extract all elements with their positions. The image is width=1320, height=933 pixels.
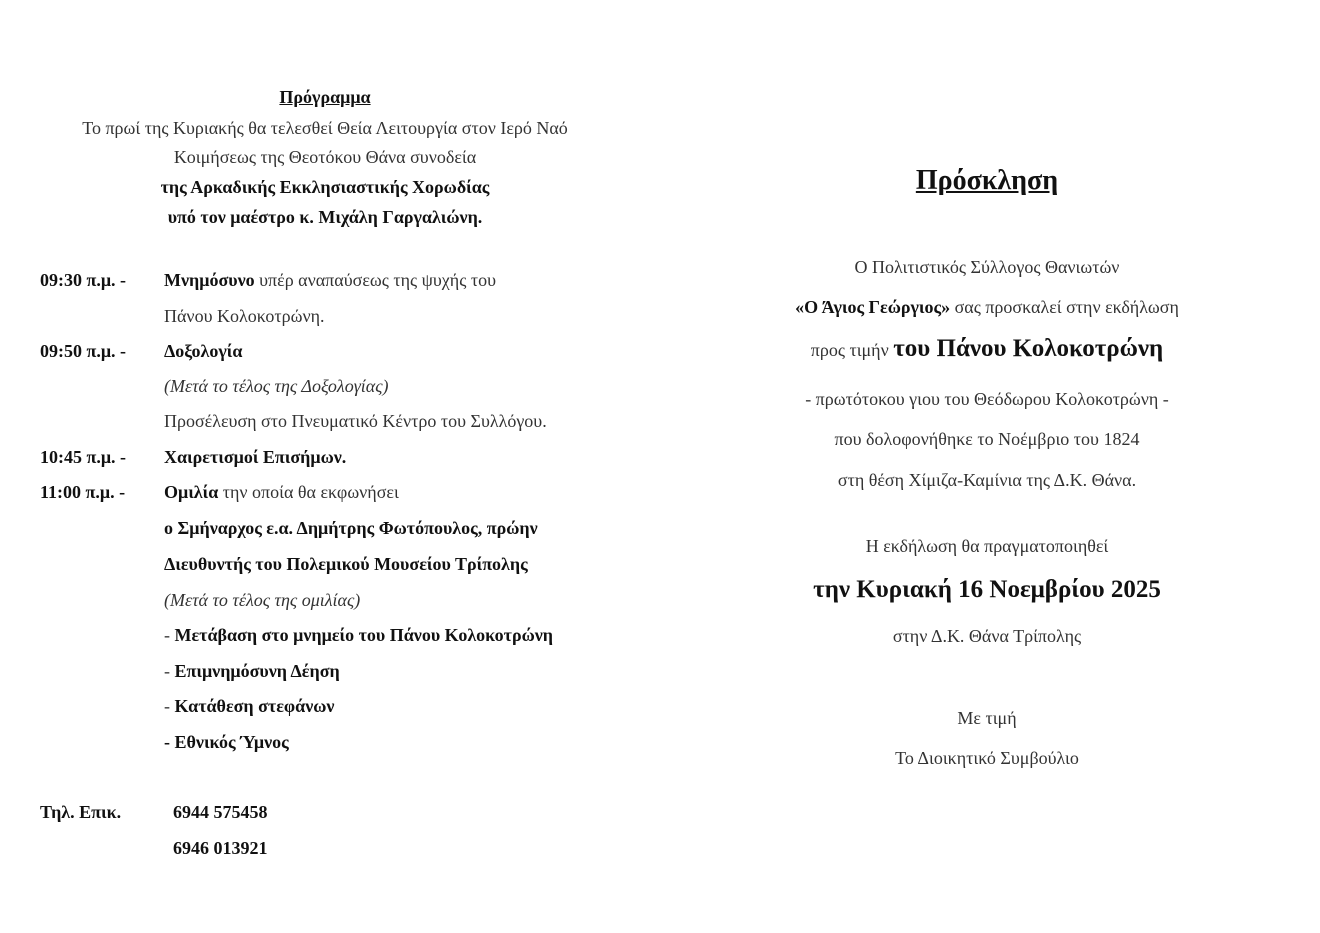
dash: - xyxy=(164,625,175,645)
intro-line: της Αρκαδικής Εκκλησιαστικής Χορωδίας xyxy=(160,177,490,197)
invitation-line: - πρωτότοκου γιου του Θεόδωρου Κολοκοτρώνη - xyxy=(805,389,1169,409)
after-text: Μετάβαση στο μνημείο του Πάνου Κολοκοτρώνη xyxy=(174,625,553,645)
schedule-time: 11:00 π.μ. - xyxy=(40,482,126,502)
dash: - xyxy=(164,696,175,716)
item-note: (Μετά το τέλος της Δοξολογίας) xyxy=(164,376,389,396)
after-item xyxy=(164,624,553,646)
closing-line: Με τιμή xyxy=(957,708,1017,728)
invitation-line xyxy=(795,296,1179,318)
after-item xyxy=(164,731,289,753)
item-title: Μνημόσυνο xyxy=(164,270,255,290)
intro-line: Κοιμήσεως της Θεοτόκου Θάνα συνοδεία xyxy=(173,147,477,167)
schedule-time: 10:45 π.μ. - xyxy=(40,447,127,467)
intro-line: υπό τον μαέστρο κ. Μιχάλη Γαργαλιώνη. xyxy=(167,207,483,227)
item-title: Δοξολογία xyxy=(164,341,243,361)
honoree-name: του Πάνου Κολοκοτρώνη xyxy=(893,335,1164,362)
schedule-item xyxy=(164,269,496,291)
after-text: Κατάθεση στεφάνων xyxy=(174,696,335,716)
item-text: ο Σμήναρχος ε.α. Δημήτρης Φωτόπουλος, πρώην xyxy=(164,518,538,538)
item-note: (Μετά το τέλος της ομιλίας) xyxy=(164,590,361,610)
after-item xyxy=(164,695,334,717)
invitation-line xyxy=(810,335,1164,362)
dash: - xyxy=(164,732,175,752)
invitation-text: προς τιμήν xyxy=(810,340,894,360)
item-text: Διευθυντής του Πολεμικού Μουσείου Τρίπολης xyxy=(164,554,528,574)
event-date: την Κυριακή 16 Νοεμβρίου 2025 xyxy=(813,576,1161,603)
item-text: Πάνου Κολοκοτρώνη. xyxy=(164,306,325,326)
invitation-line: στη θέση Χίμιζα-Καμίνια της Δ.Κ. Θάνα. xyxy=(837,470,1137,490)
invitation-text: σας προσκαλεί στην εκδήλωση xyxy=(950,297,1179,317)
item-title: Χαιρετισμοί Επισήμων. xyxy=(164,447,347,467)
item-text: την οποία θα εκφωνήσει xyxy=(218,482,399,502)
schedule-item xyxy=(164,481,399,503)
after-item xyxy=(164,660,340,682)
event-place: στην Δ.Κ. Θάνα Τρίπολης xyxy=(892,626,1082,646)
item-title: Ομιλία xyxy=(164,482,219,502)
after-text: Εθνικός Ύμνος xyxy=(174,732,289,752)
phone-label: Τηλ. Επικ. xyxy=(40,802,122,822)
schedule-time: 09:30 π.μ. - xyxy=(40,270,127,290)
invitation-line: που δολοφονήθηκε το Νοέμβριο του 1824 xyxy=(834,429,1140,449)
intro-line: Το πρωί της Κυριακής θα τελεσθεί Θεία Λειτουργία στον Ιερό Ναό xyxy=(82,118,568,138)
invitation-line: Η εκδήλωση θα πραγματοποιηθεί xyxy=(865,536,1109,556)
closing-signature: Το Διοικητικό Συμβούλιο xyxy=(895,748,1079,768)
association-name: «Ο Άγιος Γεώργιος» xyxy=(795,297,951,317)
program-title: Πρόγραμμα xyxy=(279,87,371,107)
invitation-line: Ο Πολιτιστικός Σύλλογος Θανιωτών xyxy=(854,257,1120,277)
invitation-title: Πρόσκληση xyxy=(915,165,1059,196)
item-text: υπέρ αναπαύσεως της ψυχής του xyxy=(254,270,496,290)
schedule-time: 09:50 π.μ. - xyxy=(40,341,127,361)
item-text: Προσέλευση στο Πνευματικό Κέντρο του Συλλόγου. xyxy=(164,411,547,431)
after-text: Επιμνημόσυνη Δέηση xyxy=(174,661,340,681)
phone-number: 6944 575458 xyxy=(173,802,268,822)
dash: - xyxy=(164,661,175,681)
phone-number: 6946 013921 xyxy=(173,838,268,858)
